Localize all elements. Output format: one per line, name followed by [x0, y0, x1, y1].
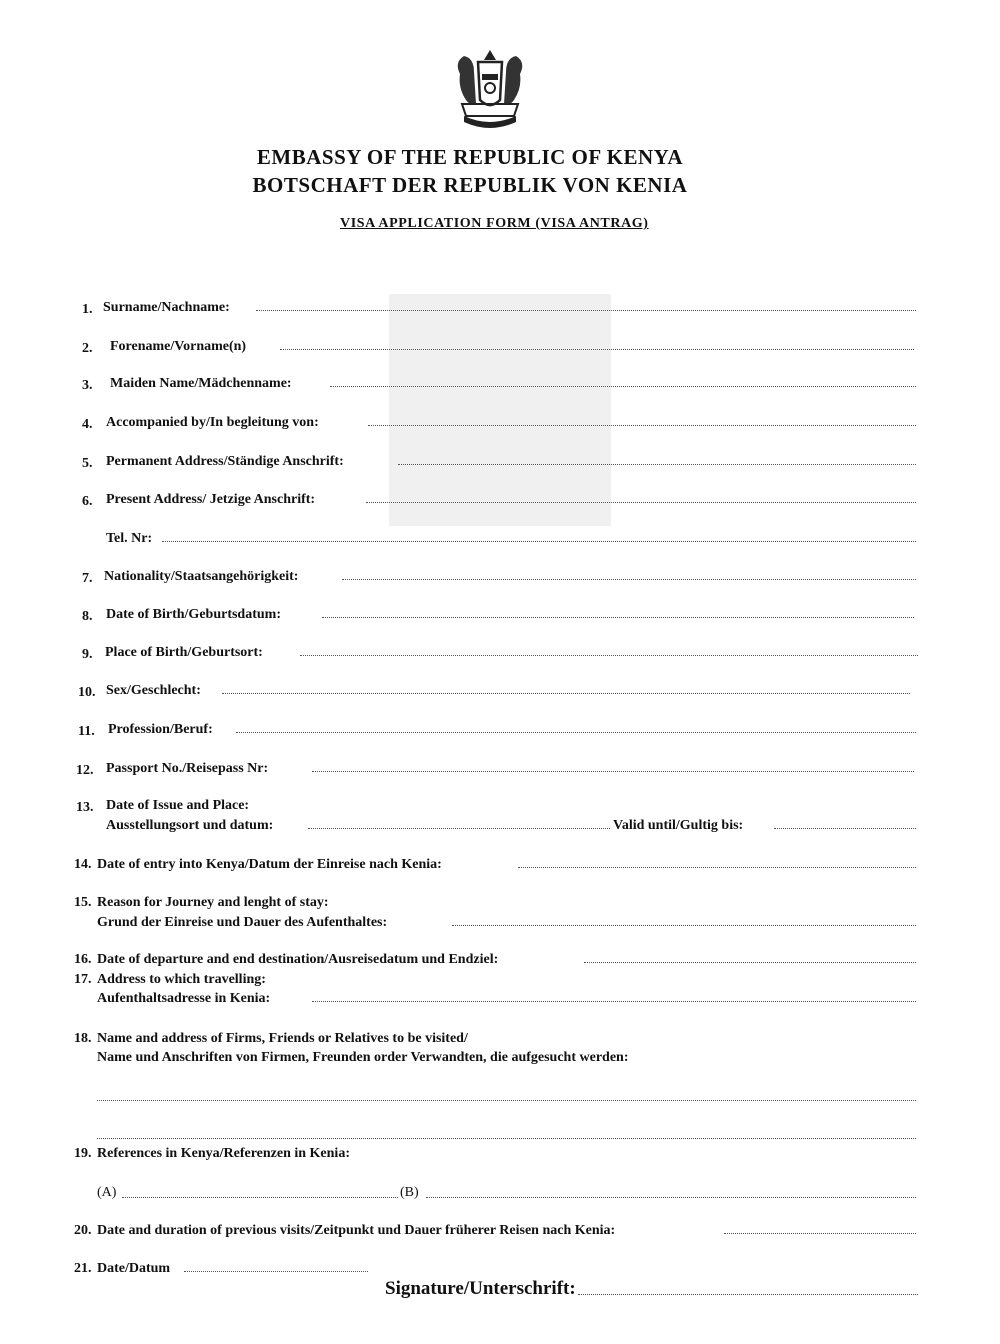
field-number: 21. [74, 1261, 92, 1276]
place-of-birth-label: Place of Birth/Geburtsort: [105, 645, 263, 660]
reference-a-field[interactable] [122, 1197, 398, 1198]
field-number: 11. [78, 724, 95, 739]
firms-friends-label: Name and address of Firms, Friends or Relatives to be visited/ [97, 1031, 468, 1046]
reason-for-journey-label: Reason for Journey and lenght of stay: [97, 895, 329, 910]
maiden-name-label: Maiden Name/Mädchenname: [110, 376, 292, 391]
field-number: 14. [74, 857, 92, 872]
field-number: 18. [74, 1031, 92, 1046]
nationality-field[interactable] [342, 579, 916, 580]
address-in-kenya-field[interactable] [312, 1001, 916, 1002]
present-address-label: Present Address/ Jetzige Anschrift: [106, 492, 316, 507]
forename-field[interactable] [280, 349, 914, 350]
firms-friends-field-line-2[interactable] [97, 1138, 916, 1139]
previous-visits-field[interactable] [724, 1233, 916, 1234]
profession-label: Profession/Beruf: [108, 722, 213, 737]
field-number: 19. [74, 1146, 92, 1161]
surname-field[interactable] [256, 310, 916, 311]
field-number: 1. [82, 302, 93, 317]
date-of-entry-field[interactable] [518, 867, 916, 868]
date-field[interactable] [184, 1271, 368, 1272]
field-number: 13. [76, 800, 94, 815]
permanent-address-label: Permanent Address/Ständige Anschrift: [106, 454, 344, 469]
passport-number-label: Passport No./Reisepass Nr: [106, 761, 269, 776]
field-number: 20. [74, 1223, 92, 1238]
kenya-coat-of-arms-icon [444, 44, 536, 136]
issue-place-date-field[interactable] [308, 828, 610, 829]
maiden-name-field[interactable] [330, 386, 916, 387]
address-travelling-label: Address to which travelling: [97, 972, 266, 987]
field-number: 17. [74, 972, 92, 987]
date-label: Date/Datum [97, 1261, 171, 1276]
valid-until-label: Valid until/Gultig bis: [613, 818, 744, 833]
present-address-field[interactable] [366, 502, 916, 503]
field-number: 8. [82, 609, 93, 624]
firms-friends-field-line-1[interactable] [97, 1100, 916, 1101]
signature-field[interactable] [578, 1294, 918, 1295]
form-title: VISA APPLICATION FORM (VISA ANTRAG) [340, 216, 649, 231]
embassy-title-de: BOTSCHAFT DER REPUBLIK VON KENIA [252, 173, 688, 197]
tel-field[interactable] [162, 541, 916, 542]
reference-b-field[interactable] [426, 1197, 916, 1198]
references-label: References in Kenya/Referenzen in Kenia: [97, 1146, 350, 1161]
field-number: 9. [82, 647, 93, 662]
profession-field[interactable] [236, 732, 916, 733]
reference-b-label: (B) [400, 1185, 419, 1200]
forename-label: Forename/Vorname(n) [110, 339, 247, 354]
sex-field[interactable] [222, 693, 910, 694]
date-of-birth-label: Date of Birth/Geburtsdatum: [106, 607, 281, 622]
field-number: 7. [82, 571, 93, 586]
field-number: 12. [76, 763, 94, 778]
signature-label: Signature/Unterschrift: [385, 1278, 576, 1299]
field-number: 3. [82, 378, 93, 393]
valid-until-field[interactable] [774, 828, 916, 829]
tel-label: Tel. Nr: [106, 531, 153, 546]
issue-place-date-label: Ausstellungsort und datum: [106, 818, 274, 833]
date-of-departure-field[interactable] [584, 962, 916, 963]
passport-number-field[interactable] [312, 771, 914, 772]
field-number: 5. [82, 456, 93, 471]
field-number: 10. [78, 685, 96, 700]
reason-for-journey-label-de: Grund der Einreise und Dauer des Aufenthaltes: [97, 915, 388, 930]
date-of-issue-label: Date of Issue and Place: [106, 798, 250, 813]
date-of-birth-field[interactable] [322, 617, 914, 618]
firms-friends-label-de: Name und Anschriften von Firmen, Freunden order Verwandten, die aufgesucht werden: [97, 1050, 629, 1065]
nationality-label: Nationality/Staatsangehörigkeit: [104, 569, 299, 584]
sex-label: Sex/Geschlecht: [106, 683, 201, 698]
reason-for-journey-field[interactable] [452, 925, 916, 926]
field-number: 4. [82, 417, 93, 432]
surname-label: Surname/Nachname: [103, 300, 230, 315]
reference-a-label: (A) [97, 1185, 117, 1200]
date-of-entry-label: Date of entry into Kenya/Datum der Einreise nach Kenia: [97, 857, 442, 872]
permanent-address-field[interactable] [398, 464, 916, 465]
field-number: 16. [74, 952, 92, 967]
embassy-title-en: EMBASSY OF THE REPUBLIC OF KENYA [256, 145, 684, 169]
field-number: 15. [74, 895, 92, 910]
accompanied-by-field[interactable] [368, 425, 916, 426]
date-of-departure-label: Date of departure and end destination/Ausreisedatum und Endziel: [97, 952, 499, 967]
address-in-kenya-label: Aufenthaltsadresse in Kenia: [97, 991, 271, 1006]
previous-visits-label: Date and duration of previous visits/Zeitpunkt und Dauer früherer Reisen nach Kenia: [97, 1223, 616, 1238]
photo-box [389, 294, 611, 526]
place-of-birth-field[interactable] [300, 655, 918, 656]
field-number: 2. [82, 341, 93, 356]
field-number: 6. [82, 494, 93, 509]
accompanied-by-label: Accompanied by/In begleitung von: [106, 415, 319, 430]
